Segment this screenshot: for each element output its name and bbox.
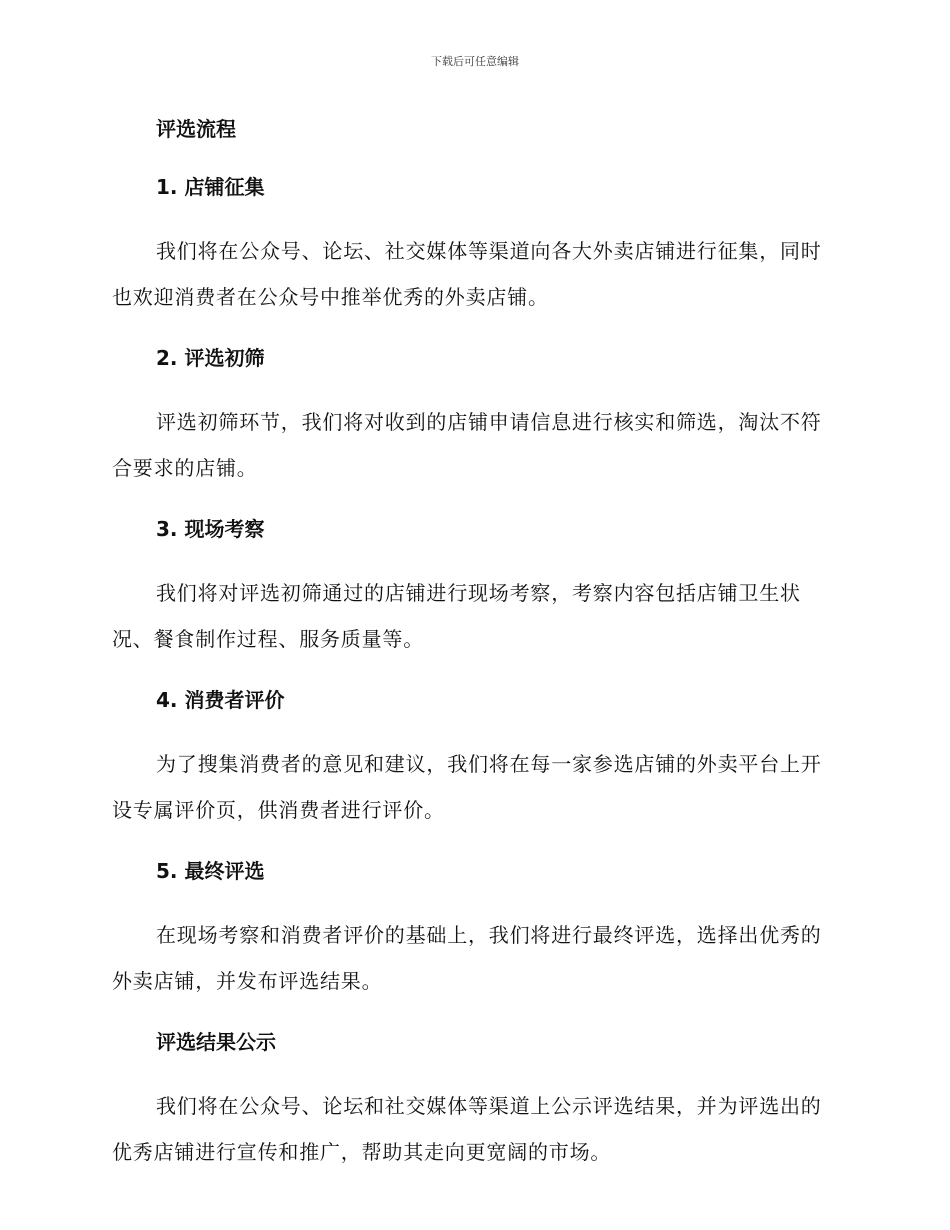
section-heading-process: 评选流程 — [156, 117, 236, 141]
paragraph-results-announcement: 我们将在公众号、论坛和社交媒体等渠道上公示评选结果，并为评选出的优秀店铺进行宣传和推广，帮助其走向更宽阔的市场。 — [112, 1094, 822, 1164]
paragraph-store-collection: 我们将在公众号、论坛、社交媒体等渠道向各大外卖店铺进行征集，同时也欢迎消费者在公众号中推举优秀的外卖店铺。 — [112, 239, 822, 309]
document-body — [112, 112, 832, 1196]
section-heading-results-announcement: 评选结果公示 — [156, 1030, 276, 1054]
paragraph-consumer-review: 为了搜集消费者的意见和建议，我们将在每一家参选店铺的外卖平台上开设专属评价页，供消费者进行评价。 — [112, 752, 822, 822]
paragraph-initial-screening: 评选初筛环节，我们将对收到的店铺申请信息进行核实和筛选，淘汰不符合要求的店铺。 — [112, 410, 822, 480]
section-heading-store-collection: 1. 店铺征集 — [156, 175, 265, 199]
section-heading-initial-screening: 2. 评选初筛 — [156, 346, 265, 370]
header-note: 下载后可任意编辑 — [431, 55, 519, 68]
paragraph-site-inspection: 我们将对评选初筛通过的店铺进行现场考察，考察内容包括店铺卫生状况、餐食制作过程、服务质量等。 — [112, 581, 801, 651]
paragraph-final-selection: 在现场考察和消费者评价的基础上，我们将进行最终评选，选择出优秀的外卖店铺，并发布评选结果。 — [112, 923, 822, 993]
section-heading-site-inspection: 3. 现场考察 — [156, 517, 265, 541]
section-heading-final-selection: 5. 最终评选 — [156, 859, 265, 883]
section-heading-consumer-review: 4. 消费者评价 — [156, 688, 285, 712]
